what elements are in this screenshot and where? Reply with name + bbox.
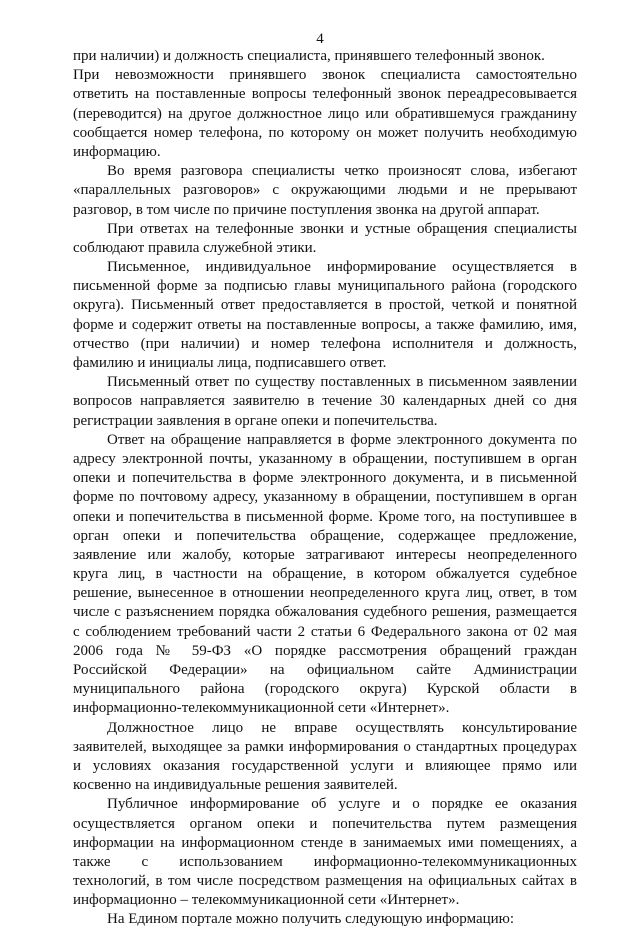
- text-line: Должностное лицо не вправе осуществлять консультирование: [107, 719, 577, 736]
- text-line: косвенно на индивидуальные решения заявителей.: [73, 777, 398, 794]
- text-line: числе с разъяснением порядка обжалования судебного решения, размещается: [73, 604, 577, 621]
- text-line: Российской Федерации» на официальном сайте Администрации: [73, 662, 577, 678]
- text-line: форме и содержит ответы на поставленные вопросы, а также фамилию, имя,: [73, 316, 577, 333]
- text-line: с соблюдением требований части 2 статьи 6 Федерального закона от 02 мая: [73, 623, 577, 640]
- text-line: осуществляется органом опеки и попечительства путем размещения: [73, 815, 577, 832]
- text-line: при наличии) и должность специалиста, принявшего телефонный звонок.: [73, 48, 545, 64]
- text-line: заявителей, выходящее за рамки информирования о стандартных процедурах: [73, 738, 577, 755]
- document-body: [73, 47, 577, 930]
- text-line: Письменное, индивидуальное информирование осуществляется в: [107, 259, 577, 276]
- text-line: сообщается номер телефона, по которому он может получить необходимую: [73, 124, 577, 141]
- text-line: также с использованием информационно-телекоммуникационных: [73, 853, 577, 870]
- paragraph: [73, 373, 577, 431]
- text-line: соблюдают правила служебной этики.: [73, 239, 317, 256]
- text-line: ответить на поставленные вопросы телефонный звонок переадресовывается: [73, 86, 577, 103]
- paragraph: [73, 162, 577, 220]
- text-line: Публичное информирование об услуге и о порядке ее оказания: [107, 796, 577, 813]
- text-line: опеки и попечительства в письменной форме. Кроме того, на поступившее в: [73, 508, 577, 525]
- text-line: отчество (при наличии) и номер телефона исполнителя и должность,: [73, 335, 577, 352]
- text-line: регистрации заявления в органе опеки и попечительства.: [73, 412, 438, 429]
- text-line: информации на информационном стенде в занимаемых ими помещениях, а: [73, 834, 577, 851]
- text-line: круга лиц, в частности на обращение, в котором обжалуется судебное: [73, 566, 577, 583]
- text-line: опеки и попечительства в форме электронного документа, и в письменной: [73, 470, 577, 487]
- text-line: и условиях оказания государственной услуги и влияющее прямо или: [73, 757, 577, 774]
- text-line: вопросов направляется заявителю в течение 30 календарных дней со дня: [73, 393, 577, 410]
- text-line: информацию.: [73, 143, 161, 160]
- paragraph: [73, 719, 577, 796]
- paragraph: [73, 66, 577, 162]
- text-line: При ответах на телефонные звонки и устные обращения специалисты: [107, 220, 577, 237]
- text-line: При невозможности принявшего звонок специалиста самостоятельно: [73, 67, 577, 84]
- text-line: Письменный ответ по существу поставленных в письменном заявлении: [107, 374, 577, 391]
- text-line: Ответ на обращение направляется в форме электронного документа по: [107, 431, 577, 448]
- paragraph: [73, 910, 577, 929]
- text-line: «параллельных разговоров» с окружающими людьми и не прерывают: [73, 182, 577, 199]
- text-line: адресу электронной почты, указанному в обращении, поступившем в орган: [73, 450, 577, 467]
- text-line: информационно – телекоммуникационной сети «Интернет».: [73, 892, 460, 909]
- text-line: решение, вынесенное в отношении неопределенного круга лиц, ответ, в том: [73, 585, 577, 602]
- paragraph: [73, 47, 577, 66]
- paragraph: [73, 795, 577, 910]
- paragraph: [73, 431, 577, 719]
- text-line: На Едином портале можно получить следующую информацию:: [107, 911, 515, 928]
- text-line: технологий, в том числе посредством размещения на официальных сайтах в: [73, 873, 577, 890]
- text-line: информационно-телекоммуникационной сети «Интернет».: [73, 700, 450, 717]
- text-line: письменной форме за подписью главы муниципального района (городского: [73, 278, 577, 295]
- text-line: округа). Письменный ответ предоставляется в простой, четкой и понятной: [73, 297, 577, 314]
- text-line: форме по почтовому адресу, указанному в обращении, поступившем в орган: [73, 489, 577, 506]
- text-line: разговор, в том числе по причине поступления звонка на другой аппарат.: [73, 201, 540, 218]
- text-line: муниципального района (городского округа) Курской области в: [73, 681, 577, 698]
- page-number: 4: [316, 31, 324, 47]
- text-line: Во время разговора специалисты четко произносят слова, избегают: [107, 163, 577, 180]
- text-line: орган опеки и попечительства обращение, содержащее предложение,: [73, 527, 577, 544]
- text-line: 2006 года № 59-ФЗ «О порядке рассмотрения обращений граждан: [73, 642, 577, 659]
- text-line: заявление или жалобу, которые затрагивают интересы неопределенного: [73, 546, 577, 563]
- paragraph: [73, 258, 577, 373]
- paragraph: [73, 220, 577, 258]
- text-line: (переводится) на другое должностное лицо или обратившемуся гражданину: [73, 105, 577, 122]
- text-line: фамилию и инициалы лица, подписавшего ответ.: [73, 355, 387, 371]
